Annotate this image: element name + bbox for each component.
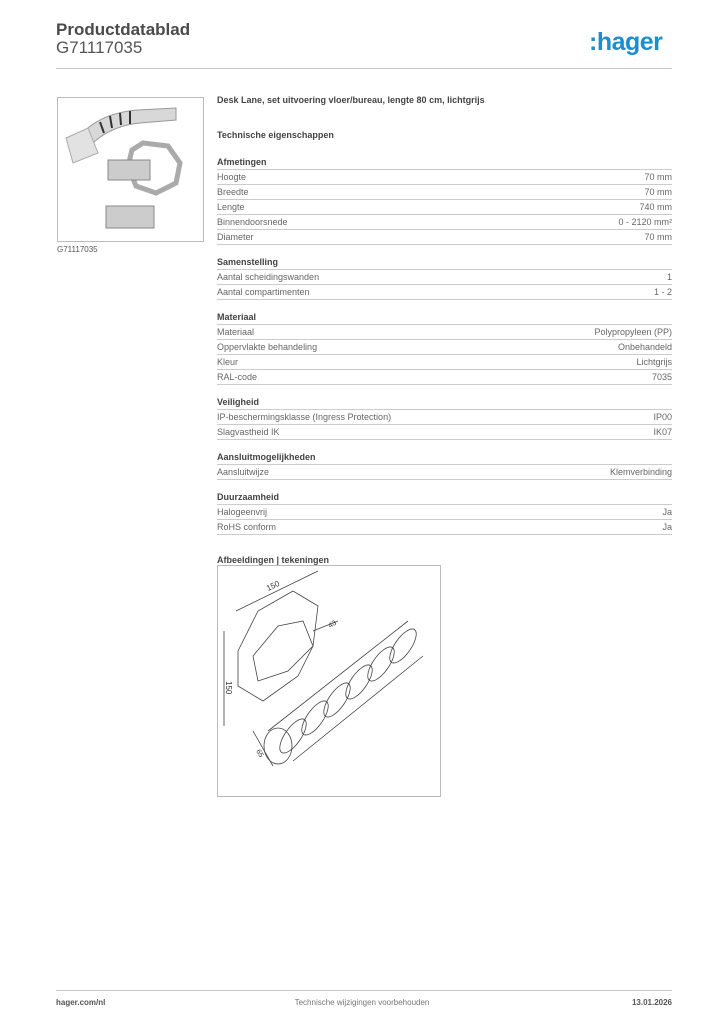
spec-label: Diameter: [217, 232, 254, 242]
footer-disclaimer: Technische wijzigingen voorbehouden: [294, 998, 430, 1007]
spec-row: [217, 285, 672, 300]
spec-label: IP-beschermingsklasse (Ingress Protection): [217, 412, 392, 422]
spec-group: [217, 450, 672, 480]
spec-value: 70 mm: [644, 172, 672, 182]
spec-group: [217, 395, 672, 440]
dim-diameter: 65: [254, 748, 265, 759]
spec-group: [217, 490, 672, 535]
spec-column: [217, 94, 672, 565]
spec-value: Ja: [662, 522, 672, 532]
spec-row: [217, 370, 672, 385]
spec-value: Onbehandeld: [617, 342, 672, 352]
conduit-segment: [341, 661, 377, 703]
technical-drawing: [217, 565, 441, 797]
spec-row: [217, 215, 672, 230]
spec-row: [217, 270, 672, 285]
dim-depth: 43: [327, 619, 338, 630]
spec-row: [217, 340, 672, 355]
spec-value: 740 mm: [639, 202, 672, 212]
spec-group: [217, 310, 672, 385]
article-number: G71117035: [56, 38, 143, 57]
spec-value: Ja: [662, 507, 672, 517]
spec-row: [217, 505, 672, 520]
spec-label: RAL-code: [217, 372, 258, 382]
spec-label: Breedte: [217, 187, 249, 197]
conduit-segment: [385, 625, 421, 667]
spec-label: Slagvastheid IK: [217, 427, 280, 437]
spec-row: [217, 465, 672, 480]
spec-value: Klemverbinding: [609, 467, 672, 477]
spec-value: 1 - 2: [653, 287, 672, 297]
footer-website[interactable]: hager.com/nl: [56, 998, 106, 1007]
spec-label: Aantal scheidingswanden: [217, 272, 320, 282]
dim-width: 150: [265, 579, 281, 593]
footer-date: 13.01.2026: [631, 998, 672, 1007]
conduit-segment: [363, 643, 399, 685]
spec-label: RoHS conform: [217, 522, 277, 532]
spec-row: [217, 185, 672, 200]
spec-value: 7035: [651, 372, 672, 382]
product-description: Desk Lane, set uitvoering vloer/bureau, lengte 80 cm, lichtgrijs: [217, 95, 485, 105]
product-image-caption: G71117035: [57, 245, 98, 254]
spec-group-title: Samenstelling: [217, 255, 672, 270]
conduit-segment: [319, 679, 355, 721]
spec-label: Halogeenvrij: [217, 507, 268, 517]
spec-row: [217, 325, 672, 340]
spec-group-title: Veiligheid: [217, 395, 672, 410]
spec-row: [217, 410, 672, 425]
page-title: Productdatablad: [56, 20, 191, 39]
spec-group-title: Aansluitmogelijkheden: [217, 450, 672, 465]
spec-label: Lengte: [217, 202, 245, 212]
spec-row: [217, 170, 672, 185]
spec-value: IK07: [653, 427, 672, 437]
product-image: [57, 97, 204, 242]
spec-value: IP00: [653, 412, 672, 422]
spec-label: Oppervlakte behandeling: [217, 342, 318, 352]
spec-group: [217, 155, 672, 245]
spec-value: 1: [666, 272, 672, 282]
footer-divider: [56, 990, 672, 991]
spec-label: Binnendoorsnede: [217, 217, 288, 227]
spec-value: Polypropyleen (PP): [594, 327, 672, 337]
spec-group-title: Materiaal: [217, 310, 672, 325]
spec-value: Lichtgrijs: [636, 357, 672, 367]
spec-row: [217, 425, 672, 440]
dim-height: 150: [224, 681, 233, 695]
spec-label: Aantal compartimenten: [217, 287, 310, 297]
spec-row: [217, 200, 672, 215]
spec-label: Materiaal: [217, 327, 255, 337]
spec-row: [217, 520, 672, 535]
spec-value: 70 mm: [644, 232, 672, 242]
spec-group-title: Duurzaamheid: [217, 490, 672, 505]
section-title: Technische eigenschappen: [217, 130, 334, 140]
spec-label: Aansluitwijze: [217, 467, 270, 477]
spec-value: 70 mm: [644, 187, 672, 197]
header-divider: [56, 68, 672, 69]
spec-row: [217, 230, 672, 245]
spec-label: Hoogte: [217, 172, 247, 182]
images-title: Afbeeldingen | tekeningen: [217, 555, 330, 565]
spec-group: [217, 255, 672, 300]
spec-row: [217, 355, 672, 370]
spec-value: 0 - 2120 mm²: [618, 217, 672, 227]
spec-group-title: Afmetingen: [217, 155, 672, 170]
hager-logo: :hager: [589, 28, 663, 56]
spec-label: Kleur: [217, 357, 239, 367]
